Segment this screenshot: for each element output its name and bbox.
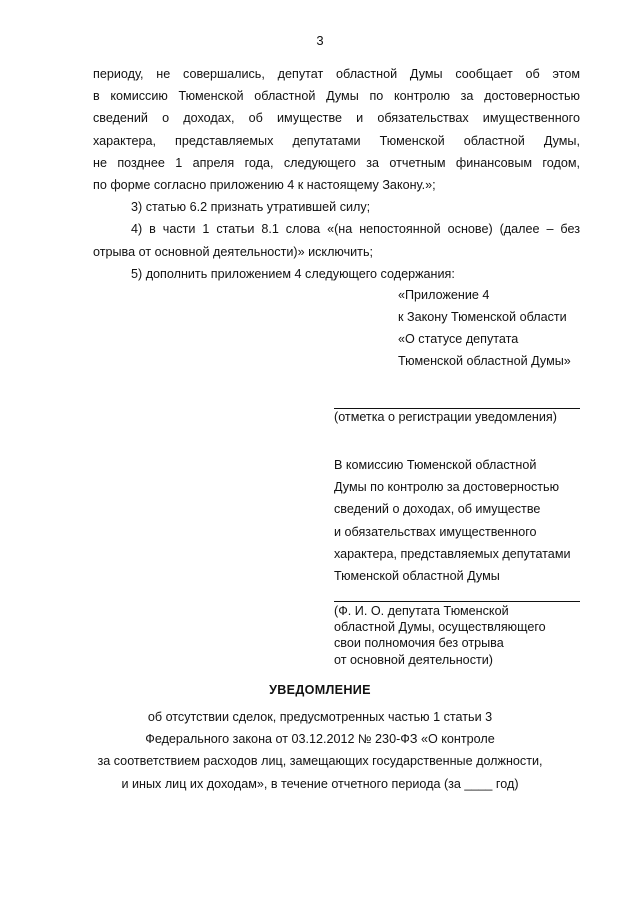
body-line: в комиссию Тюменской областной Думы по контролю за достоверностью: [93, 89, 580, 104]
body-line: не позднее 1 апреля года, следующего за отчетным финансовым годом,: [93, 155, 580, 170]
body-line: сведений о доходах, об имуществе и обязательствах имущественного: [93, 111, 580, 126]
body-line: периоду, не совершались, депутат областной Думы сообщает об этом: [93, 67, 580, 81]
notice-subtitle-line: Федерального закона от 03.12.2012 № 230-ФЗ «О контроле: [145, 732, 495, 747]
item-4-line-1: 4) в части 1 статьи 8.1 слова «(на непостоянной основе) (далее – без: [131, 222, 580, 237]
appendix-header: [398, 284, 571, 372]
notice-title: УВЕДОМЛЕНИЕ: [269, 683, 371, 697]
addressee-block: [334, 454, 571, 587]
registration-line: [334, 408, 580, 409]
addressee-line: сведений о доходах, об имуществе: [334, 502, 541, 517]
item-4-line-2: отрыва от основной деятельности)» исключить;: [93, 244, 374, 259]
item-3: 3) статью 6.2 признать утратившей силу;: [131, 200, 371, 215]
body-line: по форме согласно приложению 4 к настоящему Закону.»;: [93, 178, 436, 193]
appendix-header-line: «О статусе депутата: [398, 332, 519, 346]
addressee-line: Думы по контролю за достоверностью: [334, 480, 560, 495]
addressee-line: В комиссию Тюменской областной: [334, 458, 537, 472]
appendix-header-line: «Приложение 4: [398, 288, 490, 302]
fio-caption-line: свои полномочия без отрыва: [334, 636, 504, 651]
addressee-line: Тюменской областной Думы: [334, 569, 500, 584]
fio-caption-line: (Ф. И. О. депутата Тюменской: [334, 604, 509, 618]
addressee-line: и обязательствах имущественного: [334, 524, 537, 539]
notice-subtitle: [0, 706, 640, 795]
addressee-line: характера, представляемых депутатами: [334, 546, 571, 561]
notice-subtitle-line: за соответствием расходов лиц, замещающих государственные должности,: [97, 754, 543, 769]
registration-note: (отметка о регистрации уведомления): [334, 410, 557, 424]
appendix-header-line: Тюменской областной Думы»: [398, 354, 571, 368]
fio-caption-line: от основной деятельности): [334, 652, 493, 667]
body-line: характера, представляемых депутатами Тюменской областной Думы,: [93, 133, 580, 148]
item-5: 5) дополнить приложением 4 следующего содержания:: [131, 266, 455, 281]
fio-caption: [334, 603, 546, 668]
page-number: 3: [316, 33, 324, 48]
notice-subtitle-line: об отсутствии сделок, предусмотренных частью 1 статьи 3: [147, 710, 493, 724]
notice-subtitle-line: и иных лиц их доходам», в течение отчетного периода (за ____ год): [121, 776, 519, 791]
fio-signature-line: [334, 601, 580, 602]
law-text-body: [93, 63, 580, 285]
appendix-header-line: к Закону Тюменской области: [398, 310, 567, 324]
fio-caption-line: областной Думы, осуществляющего: [334, 620, 546, 635]
